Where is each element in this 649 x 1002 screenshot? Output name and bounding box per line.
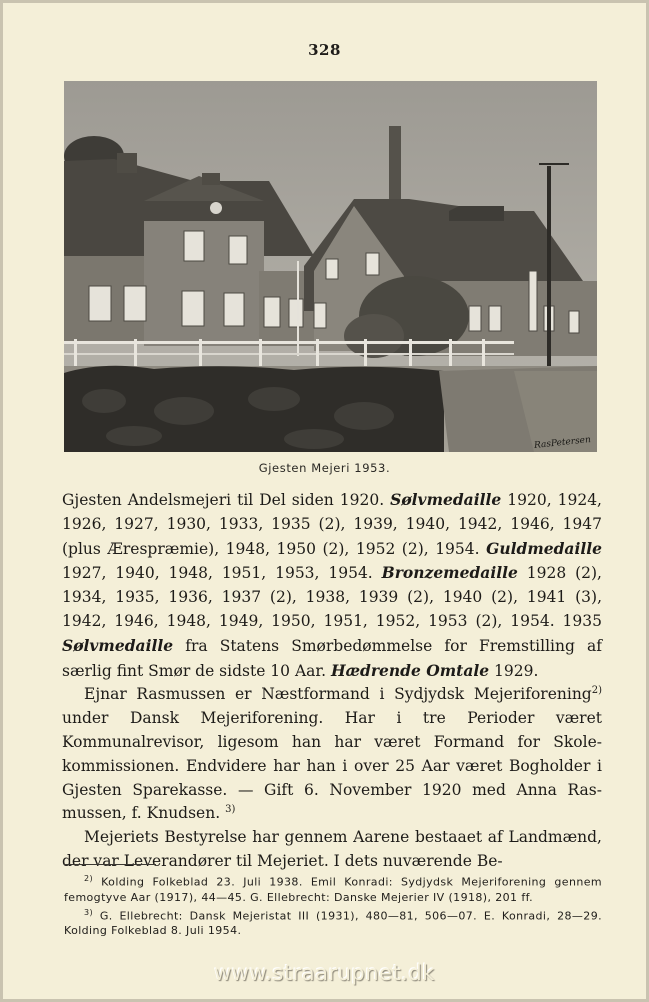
text-run: Ejnar Rasmussen er Næstformand i Sydjydsk Mejeriforening — [84, 685, 592, 704]
footnote-fn3 — [64, 905, 602, 939]
photo-caption: Gjesten Mejeri 1953. — [258, 461, 391, 475]
text-run: 1929. — [489, 661, 539, 680]
paragraph-p3 — [62, 826, 602, 874]
medal-term: Bronzemedaille — [381, 563, 518, 583]
medal-term: Hædrende Omtale — [330, 660, 490, 680]
photo-image — [64, 81, 597, 452]
photograph-gjesten-mejeri — [64, 81, 597, 452]
medal-term: Sølvmedaille — [390, 490, 502, 509]
text-run: 1920, 1924, 1926, 1927, 1930, 1933, 1935 (2), 1939, 1940, 1942, 1946, 1947 (plus Ærespræmie), 1948, 1950 (2), 1952 (2), 1954. — [62, 491, 602, 558]
page-number: 328 — [308, 41, 341, 59]
footnote-text: Kolding Folkeblad 23. Juli 1938. Emil Konradi: Sydjydsk Mejeriforening gennem femogtyve Aar (1917), 44—45. G. Ellebrecht: Danske Mejerier IV (1918), 201 ff. — [64, 875, 602, 904]
paragraph-p2 — [62, 683, 602, 826]
signature-text: RasPetersen — [533, 435, 592, 451]
footnote-fn2 — [64, 871, 602, 905]
footnote-ref: 2) — [591, 685, 602, 697]
text-run: Gjesten Andelsmejeri til Del siden 1920. — [62, 491, 391, 509]
book-page — [3, 3, 646, 999]
text-run: Mejeriets Bestyrelse har gennem Aarene bestaaet af Landmænd, der var Leverandører til Mejeriet. I dets nuværende Be- — [62, 828, 602, 870]
footnote-marker: 2) — [84, 874, 94, 883]
text-run: under Dansk Mejeriforening. Har i tre Perioder været Kommunalrevisor, ligesom han har været Formand for Skolekommissionen. Endvidere har han i over 25 Aar været Bogholder i Gjesten Sparekasse. — Gift 6. November 1920 med Anna Rasmussen, f. Knudsen. — [62, 709, 602, 823]
body-text — [62, 488, 602, 874]
medal-term: Guldmedaille — [486, 538, 602, 558]
text-run: fra Statens Smørbedømmelse for Fremstilling af særlig fint Smør de sidste 10 Aar. — [62, 636, 602, 680]
footnote-marker: 3) — [84, 907, 94, 917]
footnotes — [64, 871, 602, 938]
paragraph-p1 — [62, 488, 602, 683]
text-run: 1928 (2), 1934, 1935, 1936, 1937 (2), 1938, 1939 (2), 1940 (2), 1941 (3), 1942, 1946, 1948, 1949, 1950, 1951, 1952, 1953 (2), 1954. 1935 — [62, 564, 602, 630]
medal-term: Sølvmedaille — [62, 635, 174, 655]
footnote-ref: 3) — [225, 804, 236, 816]
footnote-text: G. Ellebrecht: Dansk Mejeristat III (1931), 480—81, 506—07. E. Konradi, 28—29. Kolding Folkeblad 8. Juli 1954. — [64, 909, 602, 938]
watermark: www.straarupnet.dk — [214, 961, 435, 985]
footnote-divider — [64, 864, 156, 865]
text-run: 1927, 1940, 1948, 1951, 1953, 1954. — [62, 564, 382, 583]
